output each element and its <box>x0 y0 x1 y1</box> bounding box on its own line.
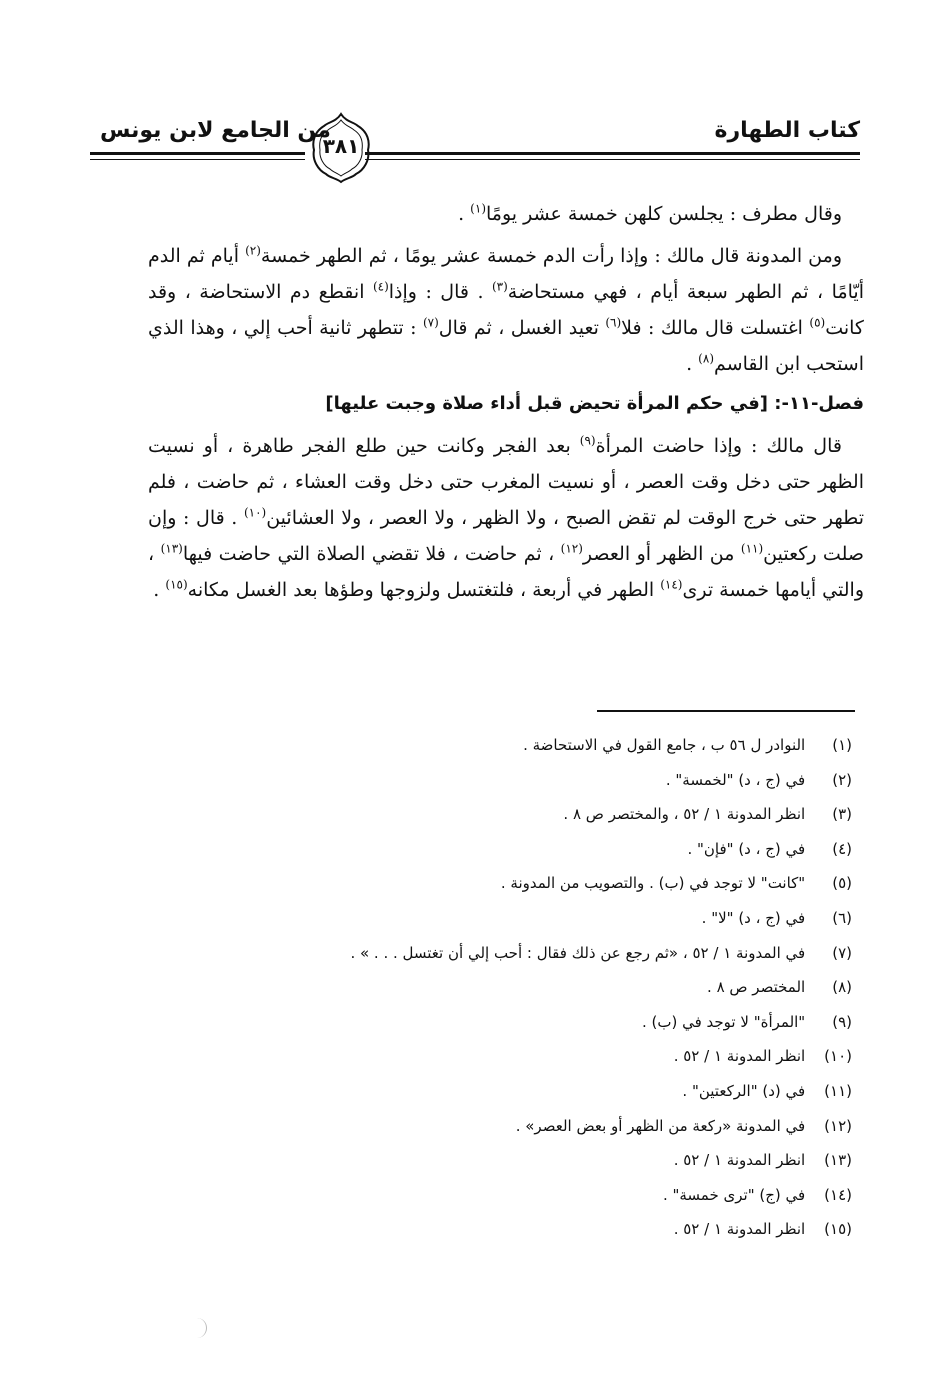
margin-mark <box>196 1318 207 1338</box>
main-text <box>148 196 864 608</box>
source-title: من الجامع لابن يونس <box>100 118 331 143</box>
footnote: (٦) في (ج ، د) "لا" . <box>701 908 852 927</box>
footnote: (١٤) في (ج) "ترى خمسة" . <box>662 1185 852 1204</box>
footnote: (١٢) في المدونة «ركعة من الظهر أو بعض العصر» . <box>515 1116 852 1135</box>
footnote: (٩) "المرأة" لا توجد في (ب) . <box>641 1012 852 1031</box>
footnote: (١١) في (د) "الركعتين" . <box>682 1081 852 1100</box>
footnote: (١٠) انظر المدونة ١ / ٥٢ . <box>673 1047 852 1066</box>
footnote: (٨) المختصر ص ٨ . <box>707 978 852 997</box>
footnote: (٤) في (ج ، د) "فإن" . <box>687 839 852 858</box>
footnote-separator <box>597 710 855 712</box>
book-title: كتاب الطهارة <box>714 118 860 143</box>
header-rule-thin <box>365 159 860 160</box>
paragraph: قال مالك : وإذا حاضت المرأة$^{(٩)}$ بعد الفجر وكانت حين طلع الفجر طاهرة ، أو نسيت الظهر حتى دخل وقت العصر ، أو نسيت المغرب حتى دخل وقت العشاء ، ثم حاضت ، فلم تطهر حتى خرج الوقت لم تقض الصبح ، ولا الظهر ، ولا العصر ، ولا العشائين$^{(١٠)}$ . قال : وإن صلت ركعتين$^{(١١)}$ من الظهر أو العصر$^{(١٢)}$ ، ثم حاضت ، فلا تقضي الصلاة التي حاضت فيها$^{(١٣)}$ ، والتي أيامها خمسة ترى$^{(١٤)}$ الطهر في أربعة ، فلتغتسل ولزوجها وطؤها بعد الغسل مكانه$^{(١٥)}$ . <box>148 433 865 601</box>
footnote: (١٥) انظر المدونة ١ / ٥٢ . <box>673 1220 852 1239</box>
header-rule-thin <box>90 159 305 160</box>
footnote: (١٣) انظر المدونة ١ / ٥٢ . <box>673 1151 852 1170</box>
page-number: ٣٨١ <box>322 134 360 158</box>
section-heading: فصل-١١-: [في حكم المرأة تحيض قبل أداء صلاة وجبت عليها] <box>325 393 864 414</box>
header-rule <box>365 152 860 155</box>
footnote: (١) النوادر ل ٥٦ ب ، جامع القول في الاستحاضة . <box>523 736 852 754</box>
paragraph: ومن المدونة قال مالك : وإذا رأت الدم خمسة عشر يومًا ، ثم الطهر خمسة$^{(٢)}$ أيام ثم الدم أيّامًا ، ثم الطهر سبعة أيام ، فهي مستحاضة$^{(٣)}$ . قال : وإذا$^{(٤)}$ انقطع دم الاستحاضة ، وقد كانت$^{(٥)}$ اغتسلت قال مالك : فلا$^{(٦)}$ تعيد الغسل ، ثم قال$^{(٧)}$ : تتطهر ثانية أحب إلي ، وهذا الذي استحب ابن القاسم$^{(٨)}$ . <box>148 243 864 375</box>
footnote: (٥) "كانت" لا توجد في (ب) . والتصويب من المدونة . <box>500 874 852 893</box>
footnote: (٧) في المدونة ١ / ٥٢ ، «ثم رجع عن ذلك فقال : أحب إلي أن تغتسل . . . » . <box>350 943 852 962</box>
footnote: (٢) في (ج ، د) "لخمسة" . <box>665 770 852 789</box>
header-rule <box>90 152 305 155</box>
footnotes-list <box>250 728 852 1247</box>
footnote: (٣) انظر المدونة ١ / ٥٢ ، والمختصر ص ٨ . <box>563 805 852 824</box>
running-header <box>90 112 860 184</box>
paragraph: وقال مطرف : يجلسن كلهن خمسة عشر يومًا$^{(١)}$ . <box>458 201 842 225</box>
